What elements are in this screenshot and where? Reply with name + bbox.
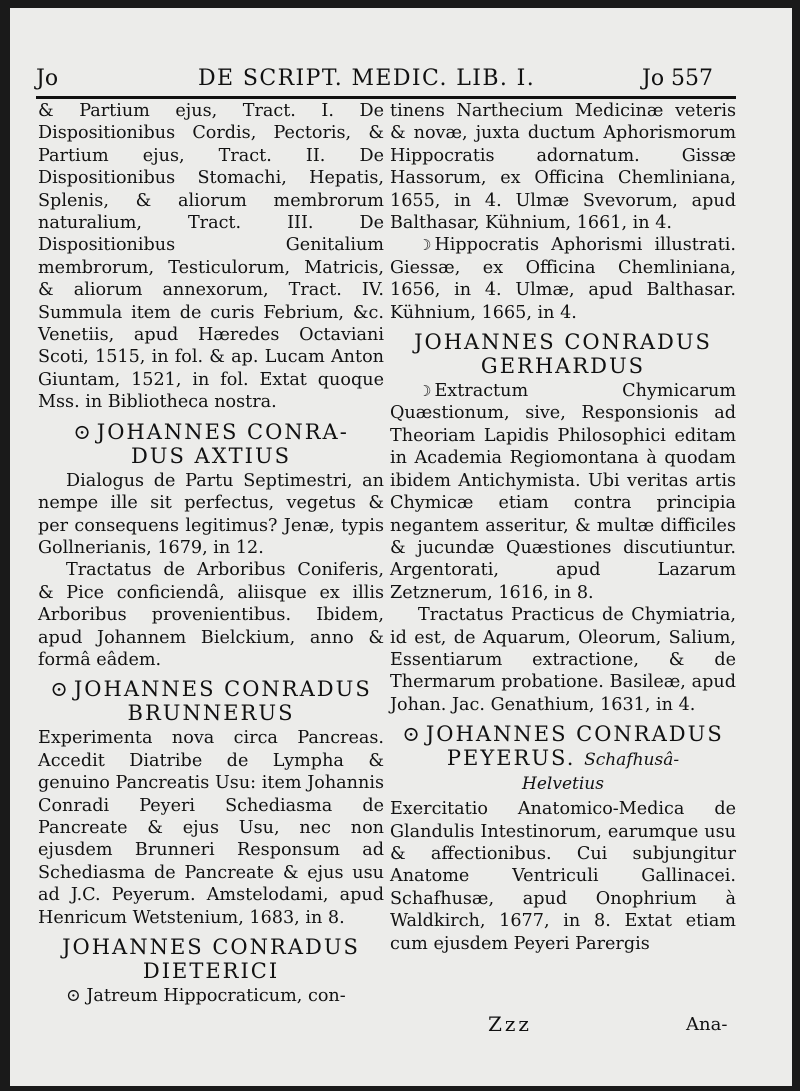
left-column: [38, 100, 384, 1007]
left-paragraph-5-text: Jatreum Hippocraticum, con-: [86, 986, 346, 1006]
right-paragraph-4: Tractatus Practicus de Chymiatria, id est, de Aquarum, Oleorum, Salium, Essentiarum extractione, & de Thermarum probatione. Basileæ, apud Johan. Jac. Genathium, 1631, in 4.: [390, 605, 736, 715]
left-paragraph-5: [38, 985, 384, 1007]
right-paragraph-2: [390, 234, 736, 324]
header-rule: [36, 96, 736, 99]
right-heading-peyerus-place2: Helvetius: [522, 774, 604, 795]
left-heading-axtius: [38, 420, 384, 468]
header-left: Jo: [36, 66, 59, 91]
right-heading-peyerus: [390, 722, 736, 796]
left-paragraph-3: Tractatus de Arboribus Coniferis, & Pice conficiendâ, aliisque ex illis Arboribus provenientibus. Ibidem, apud Johannem Bielckium, anno & formâ eâdem.: [38, 560, 384, 670]
left-heading-axtius-line1: JOHANNES CONRA-: [96, 419, 349, 444]
right-heading-peyerus-place1: Schafhusâ-: [584, 750, 680, 771]
right-heading-gerhardus-line1: JOHANNES CONRADUS: [414, 330, 712, 355]
left-paragraph-1: & Partium ejus, Tract. I. De Dispositionibus Cordis, Pectoris, & Partium ejus, Tract. II. De Dispositionibus Stomachi, Hepatis, Splenis, & aliorum membrorum naturalium, Tract. III. De Dispositionibus Genitalium membrorum, Testiculorum, Matricis, & aliorum annexorum, Tract. IV. Summula item de curis Febrium, &c. Venetiis, apud Hæredes Octaviani Scoti, 1515, in fol. & ap. Lucam Anton Giuntam, 1521, in fol. Extat quoque Mss. in Bibliotheca nostra.: [38, 101, 384, 413]
right-column: [390, 100, 736, 955]
left-heading-dieterici-line1: JOHANNES CONRADUS: [62, 935, 360, 959]
left-heading-dieterici-line2: DIETERICI: [142, 959, 280, 983]
right-heading-gerhardus-line2: GERHARDUS: [480, 354, 646, 379]
page-footer: [10, 1012, 792, 1042]
right-paragraph-3-text: Extractum Chymicarum Quæstionum, sive, Responsionis ad Theoriam Lapidis Philosophici editam in Academia Regiomontana à quodam ibidem Antichymista. Ubi veritas artis Chymicæ etiam contra principia negantem asseritur, & multæ difficiles & jucundæ Quæstiones discutiuntur. Argentorati, apud Lazarum Zetznerum, 1616, in 8.: [390, 381, 736, 603]
circle-dot-icon: ⊙: [402, 722, 422, 747]
left-heading-brunnerus-line2: BRUNNERUS: [127, 701, 295, 726]
crescent-moon-icon: ☽: [418, 382, 432, 401]
left-heading-axtius-line2: DUS AXTIUS: [130, 443, 292, 468]
book-page: [10, 8, 792, 1086]
right-paragraph-5: Exercitatio Anatomico-Medica de Glandulis Intestinorum, earumque usu & affectionibus. Cui subjungitur Anatome Ventriculi Gallinacei. Schafhusæ, apud Onophrium à Waldkirch, 1677, in 8. Extat etiam cum ejusdem Peyeri Parergis: [390, 799, 736, 954]
crescent-moon-icon: ☽: [418, 236, 432, 255]
right-heading-peyerus-line2: PEYERUS.: [446, 746, 576, 771]
signature-mark: Zzz: [488, 1012, 532, 1036]
right-paragraph-3: [390, 380, 736, 604]
header-page-number: Jo 557: [642, 66, 714, 91]
left-heading-brunnerus: [38, 677, 384, 725]
circle-dot-icon: ⊙: [66, 986, 81, 1006]
left-heading-dieterici: [38, 935, 384, 983]
left-paragraph-2: Dialogus de Partu Septimestri, an nempe ille sit perfectus, vegetus & per consequens legitimus? Jenæ, typis Gollnerianis, 1679, in 12.: [38, 470, 384, 558]
right-paragraph-1: tinens Narthecium Medicinæ veteris & novæ, juxta ductum Aphorismorum Hippocratis adornatum. Gissæ Hassorum, ex Officina Chemliniana, 1655, in 4. Ulmæ Svevorum, apud Balthasar, Kühnium, 1661, in 4.: [390, 101, 736, 234]
right-paragraph-2-text: Hippocratis Aphorismi illustrati. Giessæ, ex Officina Chemliniana, 1656, in 4. Ulmæ, apud Balthasar. Kühnium, 1665, in 4.: [390, 235, 736, 323]
left-paragraph-4: Experimenta nova circa Pancreas. Accedit Diatribe de Lympha & genuino Pancreatis Usu: item Johannis Conradi Peyeri Schediasma de Pancreate & ejus Usu, nec non ejusdem Brunneri Responsum ad Schediasma de Pancreate & ejus usu ad J.C. Peyerum. Amstelodami, apud Henricum Wetstenium, 1683, in 8.: [38, 728, 384, 928]
circle-dot-icon: ⊙: [73, 419, 93, 444]
left-heading-brunnerus-line1: JOHANNES CONRADUS: [73, 677, 372, 702]
right-heading-gerhardus: [390, 330, 736, 378]
header-title: DE SCRIPT. MEDIC. LIB. I.: [198, 66, 536, 91]
catchword: Ana-: [686, 1014, 728, 1035]
right-heading-peyerus-line1: JOHANNES CONRADUS: [425, 722, 724, 747]
circle-dot-icon: ⊙: [50, 677, 70, 702]
